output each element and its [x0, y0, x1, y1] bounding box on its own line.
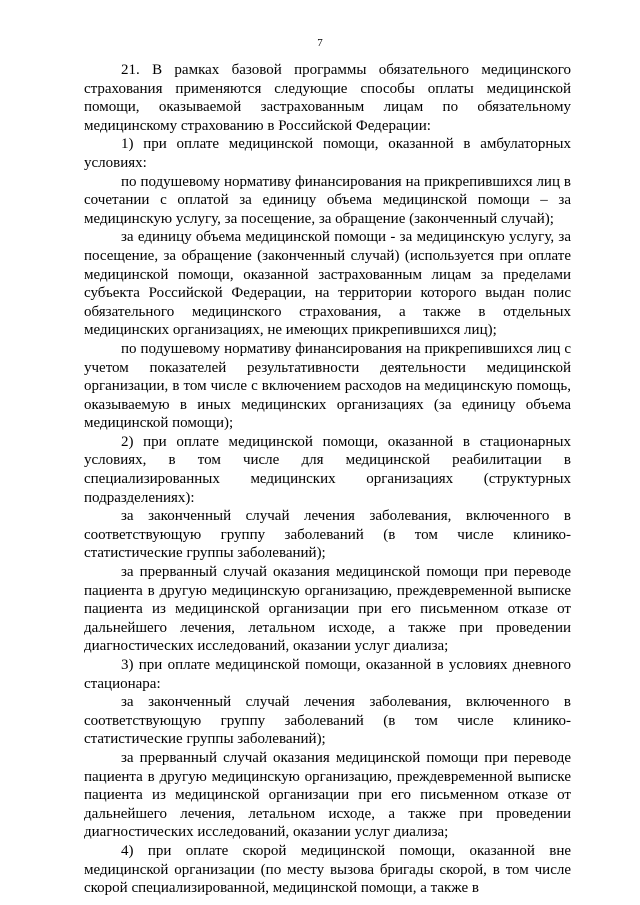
paragraph-ambulatory-heading: 1) при оплате медицинской помощи, оказанной в амбулаторных условиях: [84, 136, 571, 171]
paragraph-inpatient-heading: 2) при оплате медицинской помощи, оказанной в стационарных условиях, в том числе для медицинской реабилитации в специализированных медицинских организациях (структурных подразделениях): [84, 433, 571, 506]
paragraph-day-hospital-completed-case: за законченный случай лечения заболевания, включенного в соответствующую группу заболеваний (в том числе клинико-статистические группы заболеваний); [84, 694, 571, 748]
paragraph-ambulatory-per-capita-performance: по подушевому нормативу финансирования на прикрепившихся лиц с учетом показателей результативности деятельности медицинской организации, в том числе с включением расходов на медицинскую помощь, оказываемую в иных медицинских организациях (за единицу объема медицинской помощи); [84, 340, 571, 432]
paragraph-inpatient-interrupted-case: за прерванный случай оказания медицинской помощи при переводе пациента в другую медицинскую организацию, преждевременной выписке пациента из медицинской организации при его письменном отказе от дальнейшего лечения, летальном исходе, а также при проведении диагностических исследований, оказании услуг диализа; [84, 564, 571, 655]
page-number: 7 [317, 37, 323, 49]
document-body [84, 61, 571, 898]
paragraph-day-hospital-interrupted-case: за прерванный случай оказания медицинской помощи при переводе пациента в другую медицинскую организацию, преждевременной выписке пациента из медицинской организации при его письменном отказе от дальнейшего лечения, летальном исходе, а также при проведении диагностических исследований, оказании услуг диализа; [84, 749, 571, 841]
paragraph-day-hospital-heading: 3) при оплате медицинской помощи, оказанной в условиях дневного стационара: [84, 657, 571, 692]
paragraph-ambulatory-per-capita-combined: по подушевому нормативу финансирования на прикрепившихся лиц в сочетании с оплатой за единицу объема медицинской помощи – за медицинскую услугу, за посещение, за обращение (законченный случай); [84, 173, 571, 227]
paragraph-ambulatory-per-unit: за единицу объема медицинской помощи - за медицинскую услугу, за посещение, за обращение (законченный случай) (используется при оплате медицинской помощи, оказанной застрахованным лицам за пределами субъекта Российской Федерации, на территории которого выдан полис обязательного медицинского страхования, а также в отдельных медицинских организациях, не имеющих прикрепившихся лиц); [84, 229, 571, 339]
paragraph-emergency-heading: 4) при оплате скорой медицинской помощи, оказанной вне медицинской организации (по месту вызова бригады скорой, в том числе скорой специализированной, медицинской помощи, а также в [84, 842, 571, 897]
paragraph-item-21-intro: 21. В рамках базовой программы обязательного медицинского страхования применяются следующие способы оплаты медицинской помощи, оказываемой застрахованным лицам по обязательному медицинскому страхованию в Российской Федерации: [84, 62, 571, 134]
paragraph-inpatient-completed-case: за законченный случай лечения заболевания, включенного в соответствующую группу заболеваний (в том числе клинико-статистические группы заболеваний); [84, 508, 571, 562]
